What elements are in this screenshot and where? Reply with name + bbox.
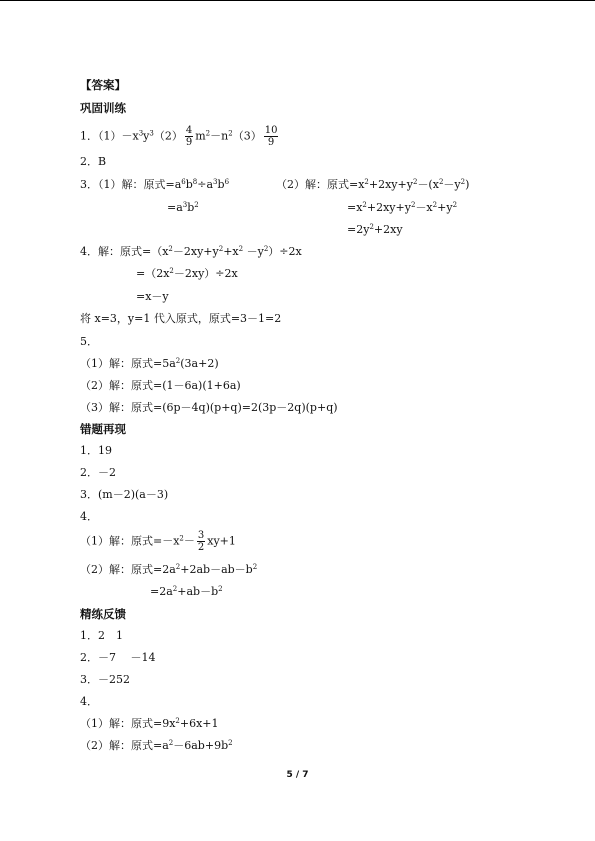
- jinglian-q2: 2．－7 －14: [80, 651, 156, 664]
- section-title-jinglian: 精练反馈: [80, 607, 126, 621]
- answer-header: 【答案】: [80, 78, 126, 92]
- gonggu-q3-1-line2: $=a^3b^2$: [167, 201, 199, 214]
- gonggu-q5-2: （2）解：原式=(1－6a)(1+6a): [80, 379, 241, 392]
- gonggu-q3-2-line2: $=x^2+2xy+y^2-x^2+y^2$: [347, 201, 458, 214]
- section-title-cuoti: 错题再现: [80, 422, 126, 436]
- cuoti-q1: 1．19: [80, 444, 112, 457]
- jinglian-q4-1: （1）解：原式$=9x^2+6x+1$: [80, 717, 219, 730]
- gonggu-q3-1-line1: 3．（1）解：原式$=a^6b^8\div a^3b^6$: [80, 178, 230, 191]
- section-title-gonggu: 巩固训练: [80, 101, 126, 115]
- jinglian-q4: 4．: [80, 695, 98, 708]
- gonggu-q1: 1．$(1)-x^3y^3(2)$ $\frac{4}{9}$ $m^2-n^2(3)$ $\frac{10}{9}$: [80, 125, 278, 148]
- page-number: 5 / 7: [286, 770, 309, 780]
- cuoti-q3: 3．(m－2)(a－3): [80, 488, 169, 501]
- gonggu-q4-line3: =x－y: [136, 290, 169, 303]
- fraction-4-9: $\frac{4}{9}$: [185, 125, 193, 148]
- gonggu-q5-3: （3）解：原式=(6p－4q)(p+q)=2(3p－2q)(p+q): [80, 401, 338, 414]
- cuoti-q4: 4．: [80, 510, 98, 523]
- gonggu-q4-line1: 4．解：原式$=(x^2-2xy+y^2+x^2 -y^2)\div 2x$: [80, 245, 302, 258]
- cuoti-q4-1: （1）解：原式$=-x^2-$ $\frac{3}{2}$ xy+1: [80, 530, 236, 553]
- cuoti-q4-3: $=2a^2+ab-b^2$: [150, 585, 223, 598]
- gonggu-q5: 5．: [80, 335, 98, 348]
- gonggu-q3-2-line3: $=2y^2+2xy$: [347, 223, 403, 236]
- jinglian-q1: 1．2 1: [80, 629, 123, 642]
- gonggu-q2: 2．B: [80, 155, 107, 168]
- fraction-3-2: $\frac{3}{2}$: [197, 530, 205, 553]
- jinglian-q4-2: （2）解：原式$=a^2-6ab+9b^2$: [80, 739, 233, 752]
- gonggu-q4-line2: $=(2x^2-2xy)\div 2x$: [136, 267, 238, 280]
- jinglian-q3: 3．－252: [80, 673, 130, 686]
- fraction-10-9: $\frac{10}{9}$: [264, 125, 278, 148]
- cuoti-q2: 2．－2: [80, 466, 116, 479]
- cuoti-q4-2: （2）解：原式$=2a^2+2ab-ab-b^2$: [80, 563, 258, 576]
- gonggu-q4-line4: 将 x=3，y=1 代入原式，原式=3－1=2: [80, 312, 282, 325]
- top-border-line: [0, 0, 595, 1]
- gonggu-q5-1: （1）解：原式$=5a^2(3a+2)$: [80, 357, 219, 370]
- gonggu-q3-2-line1: （2）解：原式$=x^2+2xy+y^2-(x^2-y^2)$: [276, 178, 470, 191]
